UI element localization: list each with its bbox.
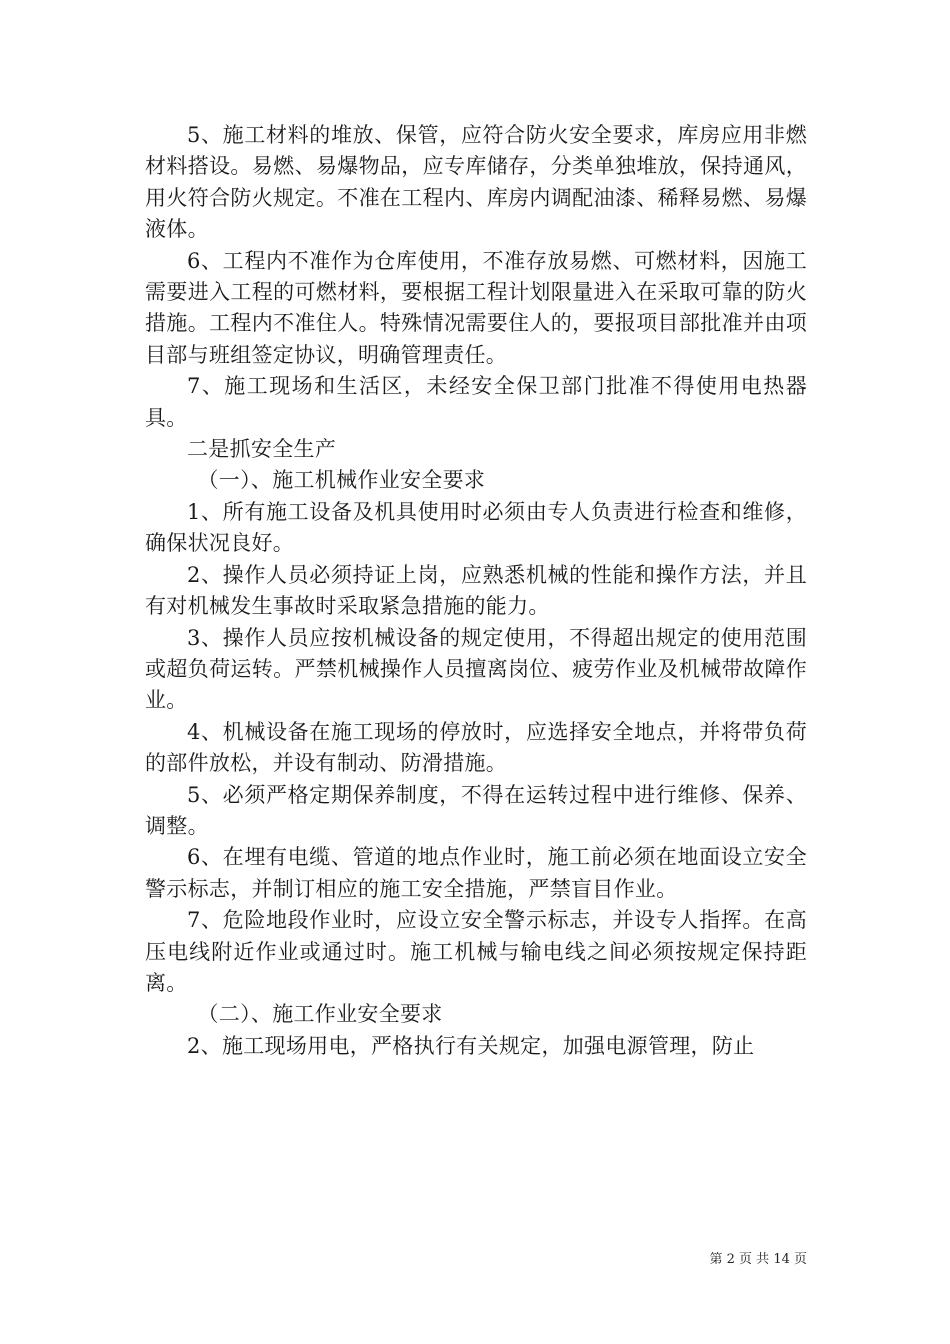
subsection-heading-construction: （二）、施工作业安全要求 (197, 1002, 443, 1027)
document-body (145, 120, 807, 1062)
paragraph-equipment-parking: 4、机械设备在施工现场的停放时，应选择安全地点，并将带负荷的部件放松，并设有制动、防滑措施。 (145, 719, 807, 776)
section-heading-safety-production: 二是抓安全生产 (187, 437, 337, 462)
paragraph-maintenance: 5、必须严格定期保养制度，不得在运转过程中进行维修、保养、调整。 (145, 782, 807, 838)
paragraph-dangerous-areas: 7、危险地段作业时，应设立安全警示标志，并设专人指挥。在高压电线附近作业或通过时。施工机械与输电线之间必须按规定保持距离。 (145, 908, 807, 995)
paragraph-no-warehouse: 6、工程内不准作为仓库使用，不准存放易燃、可燃材料，因施工需要进入工程的可燃材料，要根据工程计划限量进入在采取可靠的防火措施。工程内不准住人。特殊情况需要住人的，要报项目部批准并由项目部与班组签定协议，明确管理责任。 (145, 248, 807, 367)
paragraph-operator-certified: 2、操作人员必须持证上岗，应熟悉机械的性能和操作方法，并且有对机械发生事故时采取紧急措施的能力。 (145, 562, 807, 619)
paragraph-fire-storage: 5、施工材料的堆放、保管，应符合防火安全要求，库房应用非燃材料搭设。易燃、易爆物品，应专库储存，分类单独堆放，保持通风，用火符合防火规定。不准在工程内、库房内调配油漆、稀释易燃、易爆液体。 (145, 123, 807, 242)
page-number-footer: 第 2 页 共 14 页 (709, 1252, 807, 1267)
paragraph-electric-heater: 7、施工现场和生活区，未经安全保卫部门批准不得使用电热器具。 (145, 374, 807, 430)
paragraph-buried-cables: 6、在埋有电缆、管道的地点作业时，施工前必须在地面设立安全警示标志，并制订相应的施工安全措施，严禁盲目作业。 (145, 845, 807, 901)
paragraph-operating-rules: 3、操作人员应按机械设备的规定使用，不得超出规定的使用范围或超负荷运转。严禁机械操作人员擅离岗位、疲劳作业及机械带故障作业。 (145, 625, 807, 713)
paragraph-machinery-inspection: 1、所有施工设备及机具使用时必须由专人负责进行检查和维修，确保状况良好。 (145, 499, 807, 556)
subsection-heading-machinery: （一）、施工机械作业安全要求 (197, 468, 486, 493)
paragraph-site-electricity: 2、施工现场用电，严格执行有关规定，加强电源管理，防止 (187, 1033, 755, 1058)
